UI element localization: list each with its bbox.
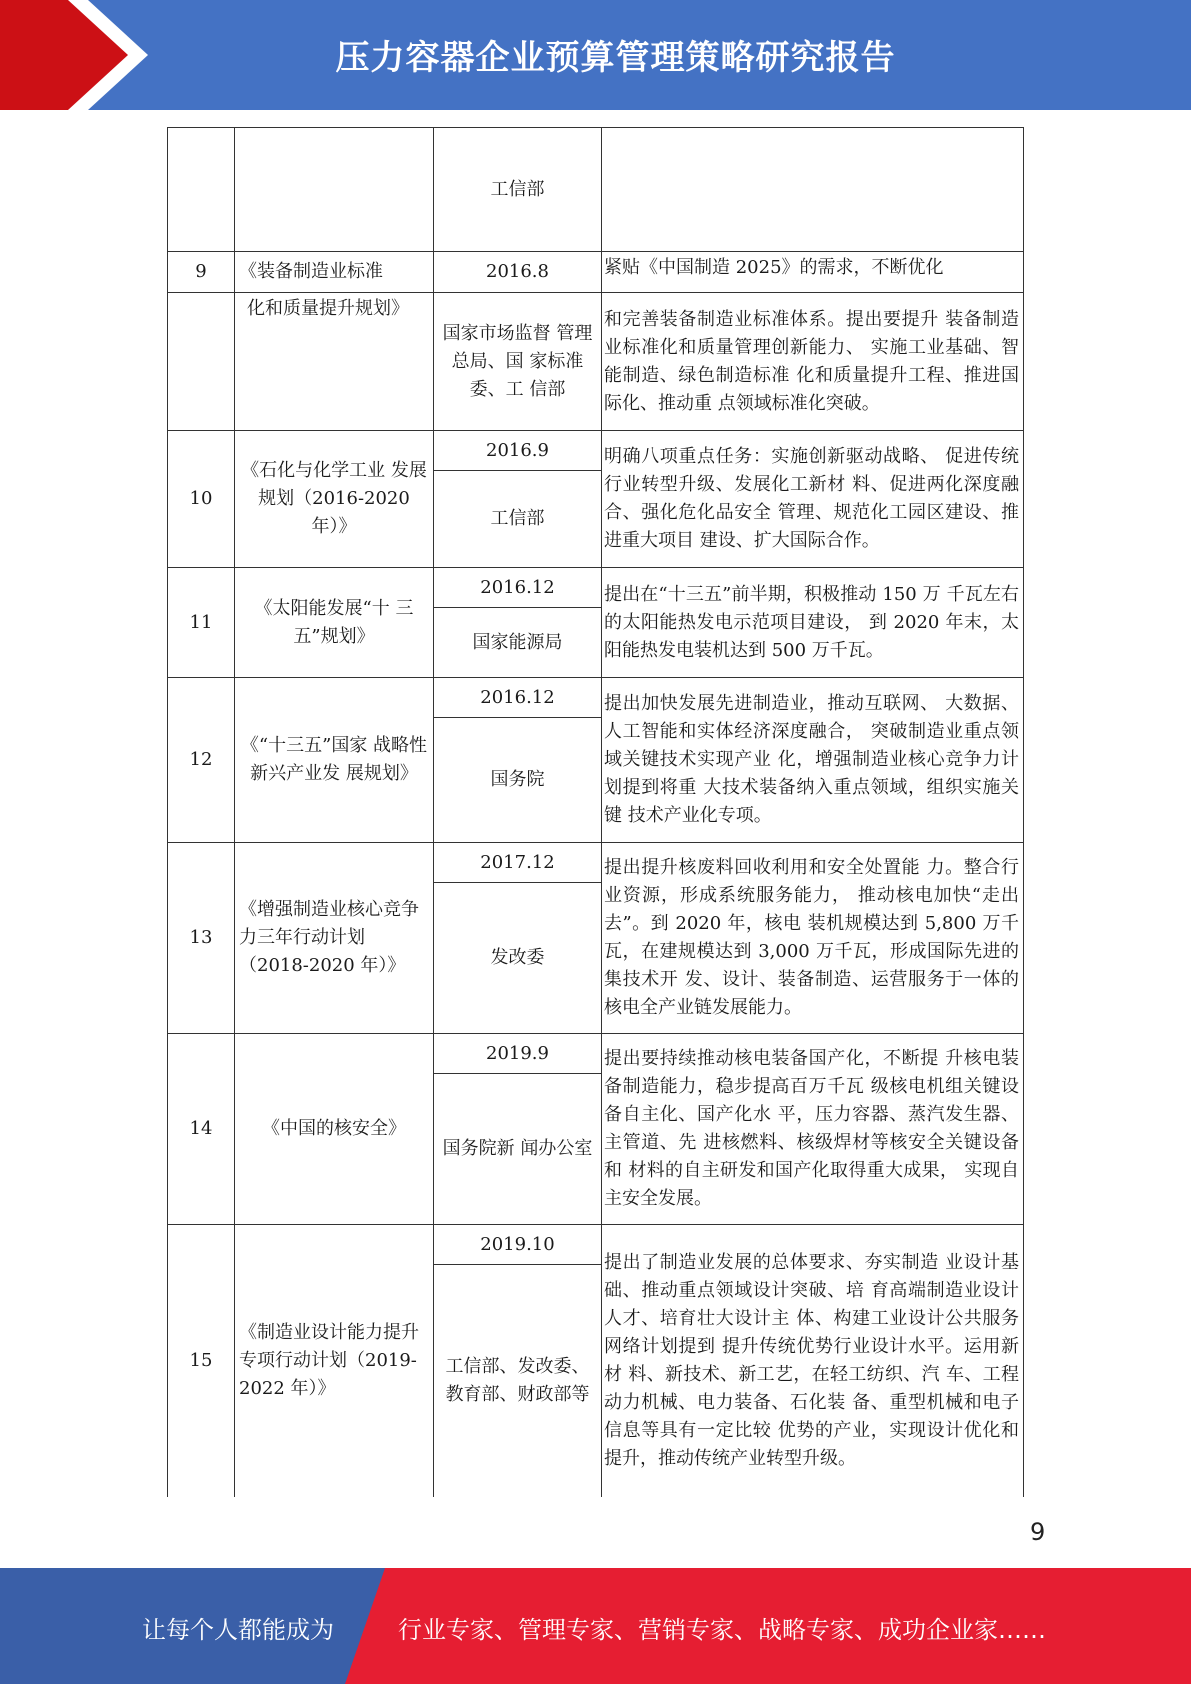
- policy-name: 《“十三五”国家 战略性新兴产业发 展规划》: [235, 678, 434, 843]
- table-row: [168, 678, 1024, 718]
- issue-date: 2019.9: [434, 1034, 602, 1074]
- issuing-dept: 工信部、发改委、教育部、财政部等: [434, 1265, 602, 1497]
- policy-name: 《装备制造业标准: [235, 252, 434, 293]
- policy-content: 提出了制造业发展的总体要求、夯实制造 业设计基础、推动重点领域设计突破、培 育高端制造业设计人才、培育壮大设计主 体、构建工业设计公共服务网络计划提到 提升传统优势行业设计水平。运用新材 料、新技术、新工艺，在轻工纺织、汽 车、工程动力机械、电力装备、石化装 备、重型机械和电子信息等具有一定比较 优势的产业，实现设计优化和提升，推动传统产业转型升级。: [602, 1225, 1024, 1497]
- policy-content: 提出要持续推动核电装备国产化，不断提 升核电装备制造能力，稳步提高百万千瓦 级核电机组关键设备自主化、国产化水 平，压力容器、蒸汽发生器、主管道、先 进核燃料、核级焊材等核安全关键设备和 材料的自主研发和国产化取得重大成果， 实现自主安全发展。: [602, 1034, 1024, 1225]
- issuing-dept: 工信部: [434, 128, 602, 252]
- row-number: 13: [168, 843, 235, 1034]
- issuing-dept: 发改委: [434, 883, 602, 1034]
- table-row: [168, 431, 1024, 471]
- policy-name: 化和质量提升规划》: [235, 293, 434, 431]
- policy-name: 《石化与化学工业 发展规划（2016-2020 年）》: [235, 431, 434, 568]
- policy-content: 提出在“十三五”前半期，积极推动 150 万 千瓦左右的太阳能热发电示范项目建设， 到 2020 年末，太阳能热发电装机达到 500 万千瓦。: [602, 568, 1024, 678]
- policy-content: 明确八项重点任务：实施创新驱动战略、 促进传统行业转型升级、发展化工新材 料、促进两化深度融合、强化危化品安全 管理、规范化工园区建设、推进重大项目 建设、扩大国际合作。: [602, 431, 1024, 568]
- issue-date: 2016.12: [434, 568, 602, 608]
- issuing-dept: 工信部: [434, 471, 602, 568]
- row-number: 9: [168, 252, 235, 293]
- table-row: [168, 1225, 1024, 1265]
- row-number: 12: [168, 678, 235, 843]
- page-footer: [0, 1568, 1191, 1684]
- issuing-dept: 国务院新 闻办公室: [434, 1074, 602, 1225]
- page-number: 9: [1030, 1518, 1046, 1546]
- issuing-dept: 国家能源局: [434, 608, 602, 678]
- row-number: [168, 293, 235, 431]
- issue-date: 2017.12: [434, 843, 602, 883]
- table-row: [168, 252, 1024, 293]
- issuing-dept: 国务院: [434, 718, 602, 843]
- footer-slogan-right: 行业专家、管理专家、营销专家、战略专家、成功企业家……: [398, 1616, 1046, 1644]
- issue-date: 2019.10: [434, 1225, 602, 1265]
- issue-date: 2016.9: [434, 431, 602, 471]
- policy-content: 紧贴《中国制造 2025》的需求，不断优化: [602, 252, 1024, 293]
- policy-content: 提出加快发展先进制造业，推动互联网、 大数据、人工智能和实体经济深度融合， 突破制造业重点领域关键技术实现产业 化，增强制造业核心竞争力计划提到将重 大技术装备纳入重点领域，组织实施关键 技术产业化专项。: [602, 678, 1024, 843]
- issuing-dept: 国家市场监督 管理总局、国 家标准委、工 信部: [434, 293, 602, 431]
- policy-name: 《中国的核安全》: [235, 1034, 434, 1225]
- table-row: [168, 843, 1024, 883]
- footer-slogan-left: 让每个人都能成为: [142, 1616, 334, 1644]
- policy-name: [235, 128, 434, 252]
- policy-content: 和完善装备制造业标准体系。提出要提升 装备制造业标准化和质量管理创新能力、 实施工业基础、智能制造、绿色制造标准 化和质量提升工程、推进国际化、推动重 点领域标准化突破。: [602, 293, 1024, 431]
- policy-name: 《制造业设计能力提升专项行动计划（2019-2022 年）》: [235, 1225, 434, 1497]
- policy-name: 《太阳能发展“十 三五”规划》: [235, 568, 434, 678]
- policy-name: 《增强制造业核心竞争力三年行动计划（2018-2020 年）》: [235, 843, 434, 1034]
- table-row: [168, 293, 1024, 431]
- table-row: [168, 128, 1024, 252]
- policy-content: [602, 128, 1024, 252]
- row-number: [168, 128, 235, 252]
- table-row: [168, 1034, 1024, 1074]
- policy-content: 提出提升核废料回收利用和安全处置能 力。整合行业资源，形成系统服务能力， 推动核电加快“走出去”。到 2020 年，核电 装机规模达到 5,800 万千瓦，在建规模达到 3,000 万千瓦，形成国际先进的集技术开 发、设计、装备制造、运营服务于一体的 核电全产业链发展能力。: [602, 843, 1024, 1034]
- issue-date: 2016.8: [434, 252, 602, 293]
- row-number: 10: [168, 431, 235, 568]
- issue-date: 2016.12: [434, 678, 602, 718]
- page-header: [0, 0, 1191, 110]
- table-row: [168, 568, 1024, 608]
- policy-table: [167, 127, 1024, 1497]
- row-number: 14: [168, 1034, 235, 1225]
- row-number: 15: [168, 1225, 235, 1497]
- row-number: 11: [168, 568, 235, 678]
- report-title: 压力容器企业预算管理策略研究报告: [335, 38, 896, 78]
